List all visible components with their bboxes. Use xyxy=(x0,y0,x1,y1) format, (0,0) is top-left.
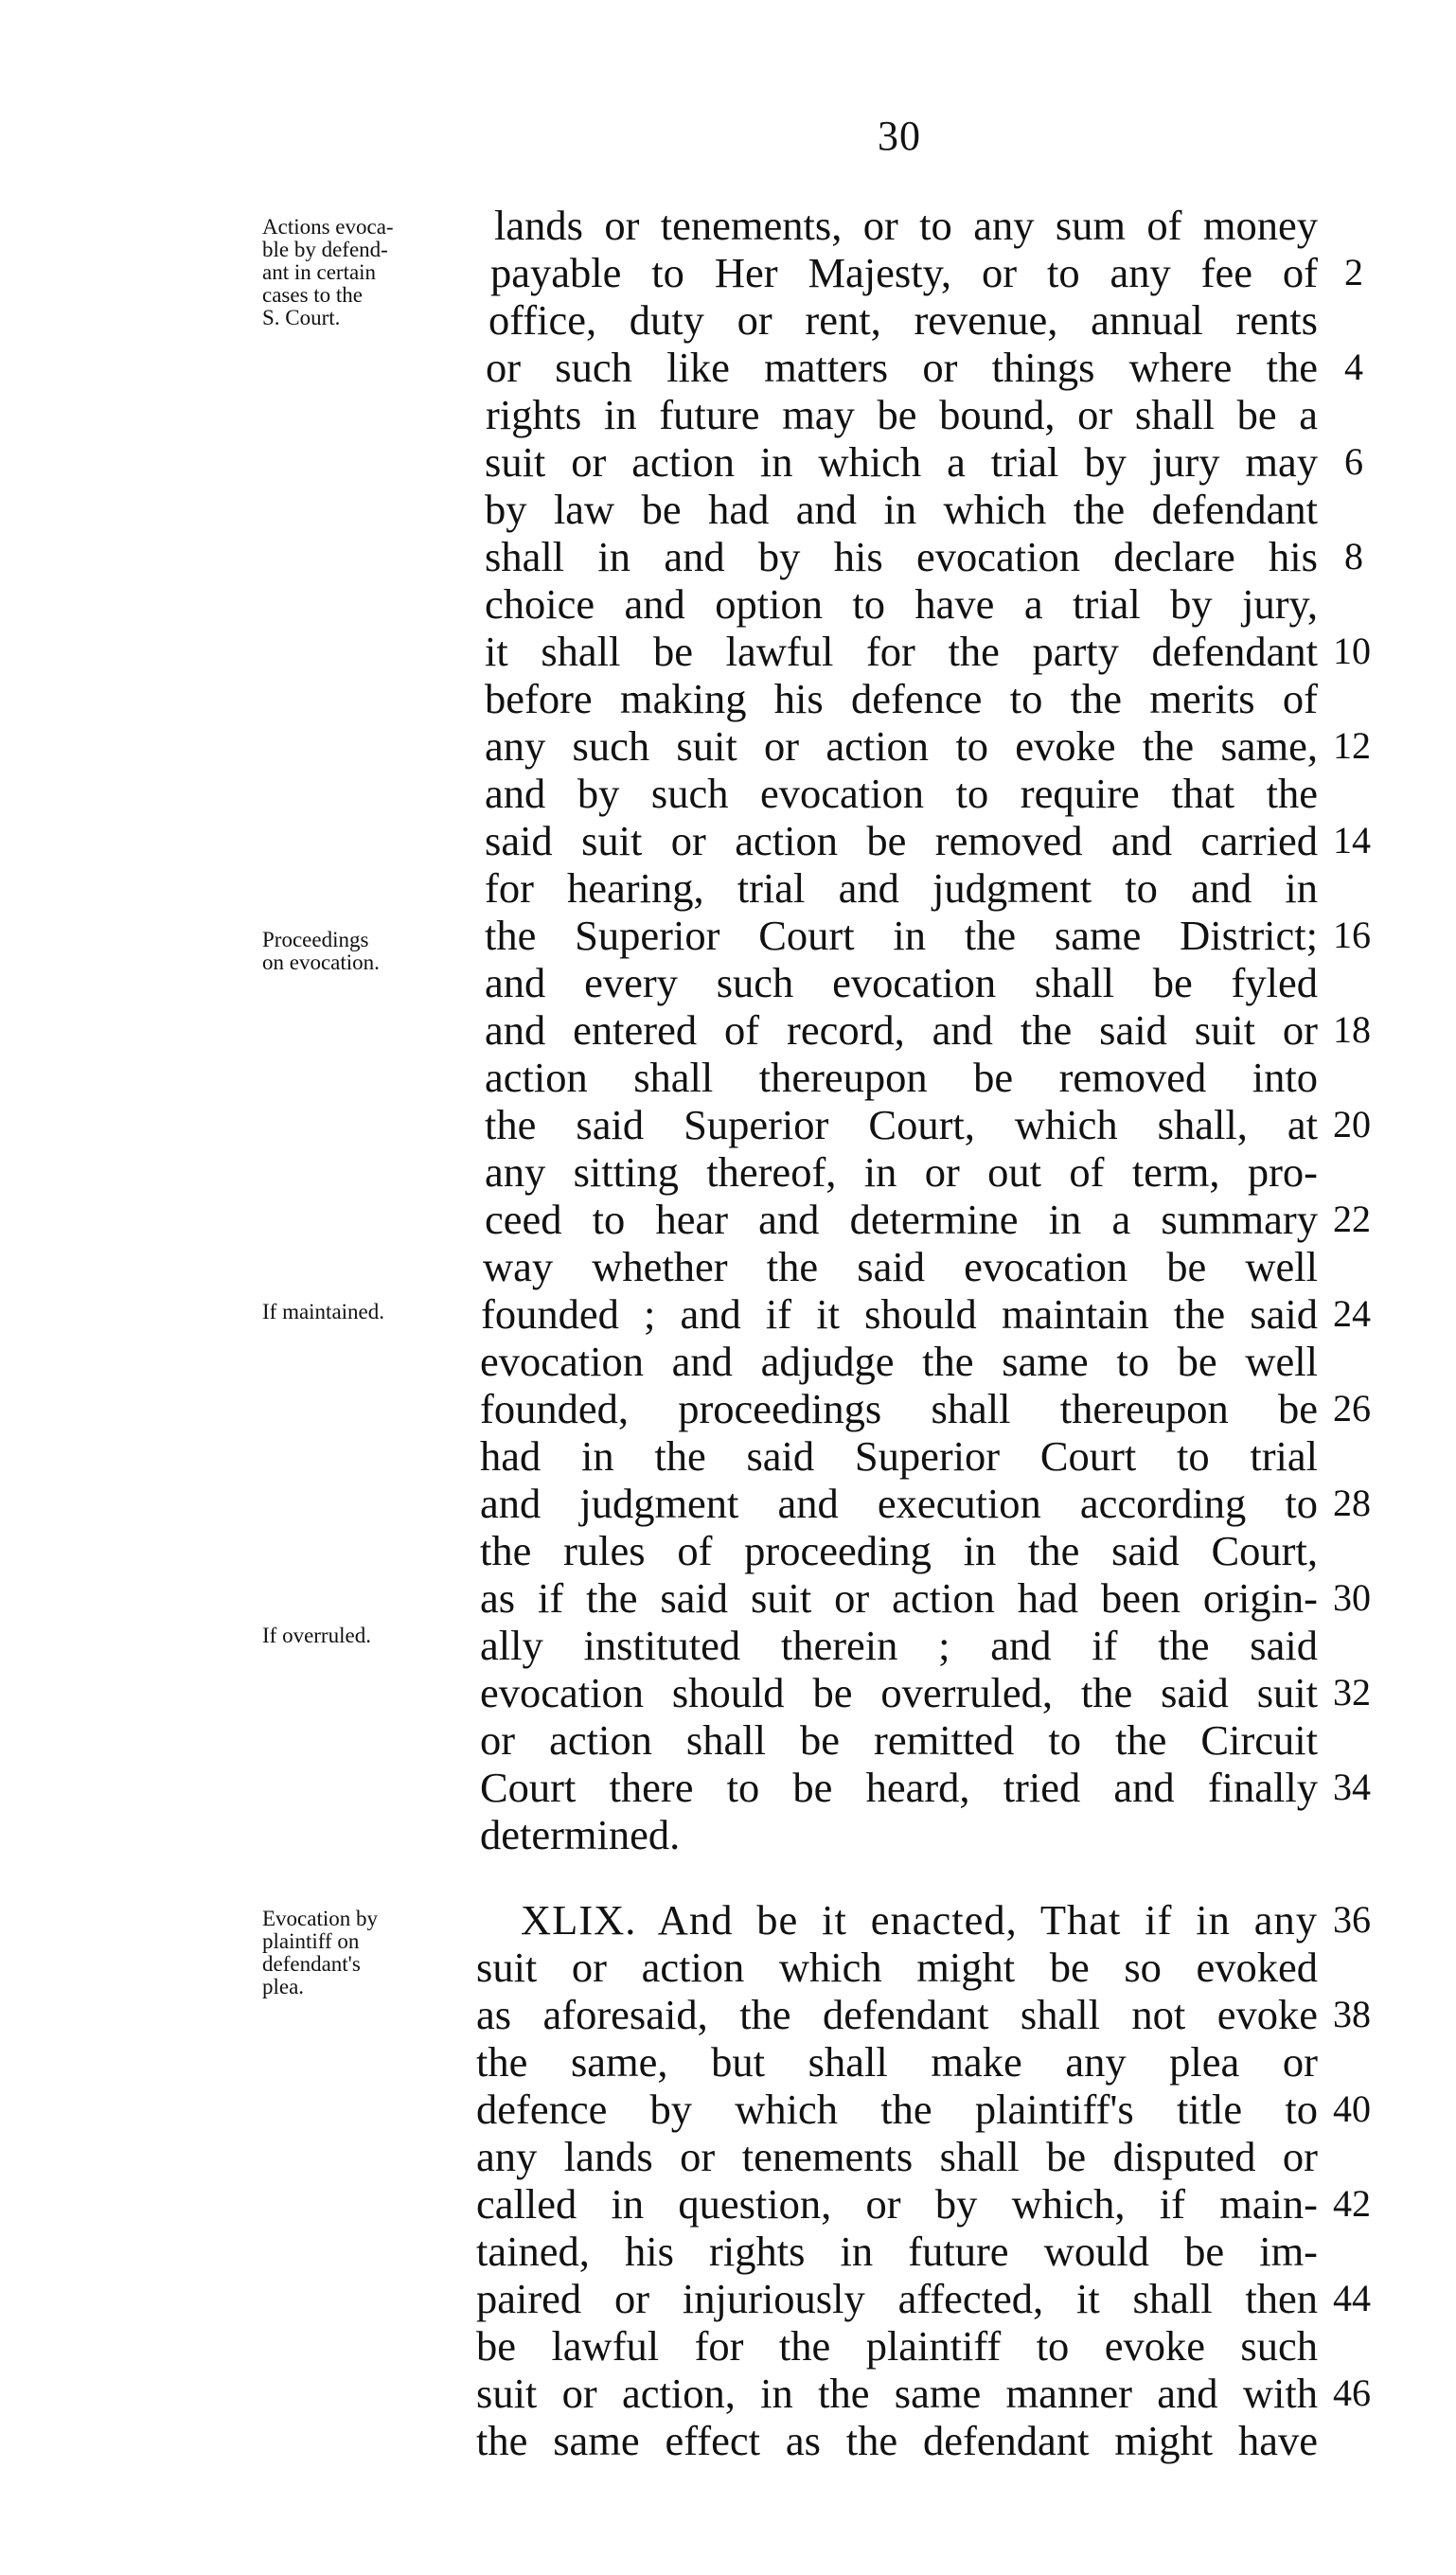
line-number: 18 xyxy=(1333,1008,1371,1051)
line-number: 8 xyxy=(1344,535,1363,577)
body-line: or action shall be remitted to the Circuit xyxy=(480,1716,1318,1764)
body-line: and every such evocation shall be fyled xyxy=(485,959,1318,1006)
body-line: determined. xyxy=(480,1811,681,1858)
line-number: 42 xyxy=(1333,2182,1371,2225)
body-line: before making his defence to the merits of xyxy=(485,675,1318,722)
body-line: rights in future may be bound, or shall be a xyxy=(486,391,1318,438)
body-line: called in question, or by which, if main- xyxy=(476,2180,1318,2228)
line-number: 4 xyxy=(1344,346,1363,388)
margin-note-line: Actions evoca- xyxy=(262,215,394,239)
body-line: suit or action, in the same manner and with xyxy=(476,2370,1318,2417)
body-line: founded, proceedings shall thereupon be xyxy=(480,1385,1318,1432)
body-line: as if the said suit or action had been origin- xyxy=(480,1574,1318,1622)
page-number: 30 xyxy=(878,113,921,159)
body-line: evocation should be overruled, the said suit xyxy=(480,1669,1318,1716)
body-line: lands or tenements, or to any sum of money xyxy=(494,202,1318,249)
body-line: suit or action which might be so evoked xyxy=(476,1944,1318,1991)
body-line: way whether the said evocation be well xyxy=(483,1243,1318,1290)
body-line: and entered of record, and the said suit or xyxy=(485,1006,1318,1054)
body-line: Court there to be heard, tried and finally xyxy=(480,1764,1318,1811)
margin-note-line: If overruled. xyxy=(262,1624,371,1647)
margin-note-line: on evocation. xyxy=(262,950,380,974)
margin-note-line: cases to the xyxy=(262,283,364,307)
body-line: had in the said Superior Court to trial xyxy=(480,1432,1318,1480)
body-line: the same, but shall make any plea or xyxy=(476,2038,1318,2086)
margin-note-line: S. Court. xyxy=(262,306,341,329)
section-heading-line: XLIX. And be it enacted, That if in any xyxy=(521,1896,1318,1944)
body-line: by law be had and in which the defendant xyxy=(485,486,1318,533)
line-number: 2 xyxy=(1344,251,1363,293)
body-line: or such like matters or things where the xyxy=(486,344,1318,391)
body-line: and by such evocation to require that the xyxy=(485,770,1318,817)
margin-note-line: Evocation by xyxy=(262,1907,378,1930)
margin-note-actions-evocable xyxy=(262,216,442,329)
margin-note-line: ble by defend- xyxy=(262,238,388,261)
body-line: founded ; and if it should maintain the said xyxy=(481,1290,1318,1338)
line-number: 34 xyxy=(1333,1766,1371,1808)
margin-note-line: plaintiff on xyxy=(262,1929,360,1953)
line-number: 16 xyxy=(1333,914,1371,956)
line-number: 38 xyxy=(1333,1993,1371,2035)
line-number: 36 xyxy=(1333,1898,1371,1941)
body-line: ceed to hear and determine in a summary xyxy=(485,1196,1318,1243)
body-line: payable to Her Majesty, or to any fee of xyxy=(490,249,1318,296)
body-line: the same effect as the defendant might have xyxy=(476,2417,1318,2464)
line-number: 32 xyxy=(1333,1671,1371,1714)
body-line: said suit or action be removed and carried xyxy=(485,817,1318,864)
body-line: for hearing, trial and judgment to and in xyxy=(485,864,1318,912)
body-line: ally instituted therein ; and if the said xyxy=(480,1622,1318,1669)
body-line: office, duty or rent, revenue, annual rents xyxy=(488,296,1318,344)
line-number: 44 xyxy=(1333,2277,1371,2319)
margin-note-if-overruled xyxy=(262,1625,442,1647)
body-line: any sitting thereof, in or out of term, pro- xyxy=(485,1148,1318,1196)
body-line: shall in and by his evocation declare his xyxy=(485,533,1318,580)
margin-note-line: Proceedings xyxy=(262,928,369,951)
margin-note-evocation-by-plaintiff xyxy=(262,1908,442,1998)
line-number: 40 xyxy=(1333,2087,1371,2130)
body-line: be lawful for the plaintiff to evoke such xyxy=(476,2322,1318,2370)
line-number: 24 xyxy=(1333,1292,1371,1335)
line-number: 12 xyxy=(1333,724,1371,767)
body-line: it shall be lawful for the party defendant xyxy=(485,628,1318,675)
body-line: defence by which the plaintiff's title to xyxy=(476,2086,1318,2133)
line-number: 6 xyxy=(1344,440,1363,483)
body-line: paired or injuriously affected, it shall then xyxy=(476,2275,1318,2322)
body-line: the rules of proceeding in the said Court, xyxy=(480,1527,1318,1574)
line-number: 28 xyxy=(1333,1482,1371,1524)
margin-note-proceedings xyxy=(262,929,442,974)
body-line: any lands or tenements shall be disputed or xyxy=(476,2133,1318,2180)
body-line: any such suit or action to evoke the same, xyxy=(485,722,1318,770)
body-line: tained, his rights in future would be im- xyxy=(476,2228,1318,2275)
margin-note-line: defendant's xyxy=(262,1952,361,1976)
line-number: 20 xyxy=(1333,1103,1371,1145)
body-line: suit or action in which a trial by jury may xyxy=(485,438,1318,486)
line-number: 46 xyxy=(1333,2371,1371,2414)
margin-note-line: If maintained. xyxy=(262,1300,385,1323)
body-line: the Superior Court in the same District; xyxy=(485,912,1318,959)
line-number: 10 xyxy=(1333,630,1371,672)
body-line: choice and option to have a trial by jury, xyxy=(485,580,1318,628)
body-line: as aforesaid, the defendant shall not evoke xyxy=(476,1991,1318,2038)
line-number: 26 xyxy=(1333,1387,1371,1430)
line-number: 30 xyxy=(1333,1576,1371,1619)
margin-note-line: plea. xyxy=(262,1975,305,1998)
margin-note-line: ant in certain xyxy=(262,260,377,284)
body-line: the said Superior Court, which shall, at xyxy=(485,1101,1318,1148)
line-number: 22 xyxy=(1333,1198,1371,1240)
line-number: 14 xyxy=(1333,819,1371,861)
margin-note-if-maintained xyxy=(262,1301,442,1323)
body-line: and judgment and execution according to xyxy=(480,1480,1318,1527)
body-line: evocation and adjudge the same to be well xyxy=(480,1338,1318,1385)
body-line: action shall thereupon be removed into xyxy=(485,1054,1318,1101)
